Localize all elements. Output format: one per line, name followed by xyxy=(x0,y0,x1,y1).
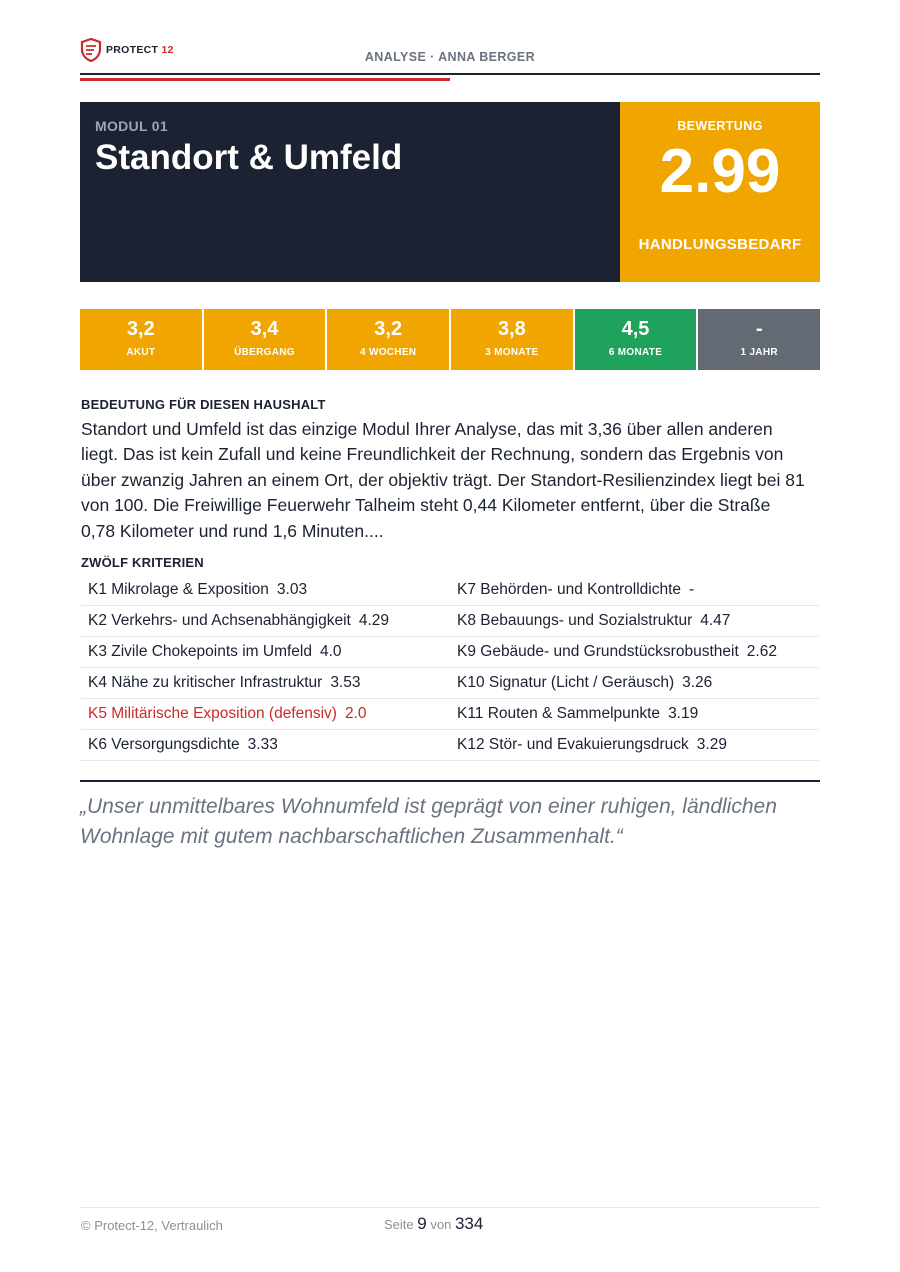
criterion-label: K12 Stör- und Evakuierungsdruck xyxy=(457,736,689,753)
timeline-label: 4 WOCHEN xyxy=(360,347,417,358)
page-number xyxy=(384,1214,483,1234)
timeline-value: 3,2 xyxy=(374,318,403,340)
criterion-row xyxy=(450,730,819,761)
module-hero xyxy=(80,102,820,282)
criterion-score: 2.0 xyxy=(344,705,367,722)
page-of: von xyxy=(430,1217,452,1232)
criterion-score: - xyxy=(689,581,695,598)
criterion-score: 3.29 xyxy=(696,736,727,753)
timeline-cell xyxy=(451,309,573,370)
rating-status: HANDLUNGSBEDARF xyxy=(638,236,802,253)
rating-panel xyxy=(620,102,820,282)
criterion-score: 3.53 xyxy=(330,674,361,691)
header-accent-bar xyxy=(80,78,450,81)
criteria-list xyxy=(81,575,819,761)
timeline-value: 3,2 xyxy=(126,318,155,340)
criterion-score: 4.47 xyxy=(700,612,731,629)
criterion-label: K4 Nähe zu kritischer Infrastruktur xyxy=(88,674,323,691)
criterion-row xyxy=(81,668,450,699)
document-header-title: ANALYSE · ANNA BERGER xyxy=(364,50,536,64)
criterion-score: 4.29 xyxy=(358,612,389,629)
timeline-cell xyxy=(80,309,202,370)
timeline-value: 3,4 xyxy=(250,318,279,340)
timeline-label: AKUT xyxy=(126,347,156,358)
module-label: MODUL 01 xyxy=(95,118,168,134)
criterion-row xyxy=(450,637,819,668)
timeline-value: - xyxy=(755,318,763,340)
timeline-label: 1 JAHR xyxy=(740,347,778,358)
criteria-divider xyxy=(80,780,820,782)
criterion-score: 4.0 xyxy=(319,643,342,660)
timeline-cell xyxy=(204,309,326,370)
footer-copyright: © Protect-12, Vertraulich xyxy=(81,1218,223,1233)
criterion-row xyxy=(81,606,450,637)
meaning-heading: BEDEUTUNG FÜR DIESEN HAUSHALT xyxy=(81,397,326,412)
criterion-label: K7 Behörden- und Kontrolldichte xyxy=(457,581,682,598)
criterion-row xyxy=(81,730,450,761)
criterion-label: K5 Militärische Exposition (defensiv) xyxy=(88,705,337,722)
page-current: 9 xyxy=(417,1214,427,1233)
criterion-label: K3 Zivile Chokepoints im Umfeld xyxy=(88,643,312,660)
criteria-heading: ZWÖLF KRITERIEN xyxy=(81,555,204,570)
timeline-label: 6 MONATE xyxy=(608,347,663,358)
household-quote: „Unser unmittelbares Wohnumfeld ist geprägt von einer ruhigen, ländlichen Wohnlage mit gutem nachbarschaftlichen Zusammenhalt.“ xyxy=(80,795,777,848)
page-total: 334 xyxy=(454,1214,484,1233)
rating-value: 2.99 xyxy=(659,137,781,206)
rating-label: BEWERTUNG xyxy=(677,119,763,133)
criterion-row xyxy=(81,699,450,730)
criterion-label: K1 Mikrolage & Exposition xyxy=(88,581,269,598)
timeline-value: 4,5 xyxy=(621,318,650,340)
footer-divider xyxy=(80,1207,820,1208)
criterion-label: K9 Gebäude- und Grundstücksrobustheit xyxy=(457,643,739,660)
timeline-label: ÜBERGANG xyxy=(234,347,295,358)
timeline-scores xyxy=(80,309,820,370)
timeline-cell xyxy=(698,309,820,370)
criterion-score: 3.19 xyxy=(668,705,699,722)
criterion-row xyxy=(450,606,819,637)
timeline-value: 3,8 xyxy=(497,318,526,340)
header-divider xyxy=(80,73,820,75)
criterion-row xyxy=(450,699,819,730)
criterion-label: K2 Verkehrs- und Achsenabhängigkeit xyxy=(88,612,351,629)
criterion-label: K11 Routen & Sammelpunkte xyxy=(457,705,661,722)
criterion-score: 2.62 xyxy=(746,643,777,660)
criterion-label: K8 Bebauungs- und Sozialstruktur xyxy=(457,612,693,629)
module-title-panel xyxy=(80,102,620,282)
criterion-row xyxy=(81,575,450,606)
meaning-text: Standort und Umfeld ist das einzige Modul Ihrer Analyse, das mit 3,36 über allen anderen liegt. Das ist kein Zufall und keine Freundlichkeit der Rechnung, sondern das Ergebnis von über zwanzig Jahren an einem Ort, der objektiv trägt. Der Standort-Resilienzindex liegt bei 81 von 100. Die Freiwillige Feuerwehr Talheim steht 0,44 Kilometer entfernt, über die Straße 0,78 Kilometer und rund 1,6 Minuten.... xyxy=(81,419,805,541)
timeline-cell xyxy=(327,309,449,370)
brand-name: PROTECT 12 xyxy=(106,44,174,56)
criterion-label: K6 Versorgungsdichte xyxy=(88,736,240,753)
criterion-score: 3.33 xyxy=(247,736,278,753)
timeline-cell xyxy=(575,309,697,370)
criterion-label: K10 Signatur (Licht / Geräusch) xyxy=(457,674,675,691)
criterion-row xyxy=(450,668,819,699)
module-title: Standort & Umfeld xyxy=(95,138,403,177)
criterion-row xyxy=(450,575,819,606)
criterion-score: 3.03 xyxy=(276,581,308,598)
page-word: Seite xyxy=(384,1217,414,1232)
timeline-label: 3 MONATE xyxy=(485,347,539,358)
criterion-row xyxy=(81,637,450,668)
criterion-score: 3.26 xyxy=(682,674,713,691)
